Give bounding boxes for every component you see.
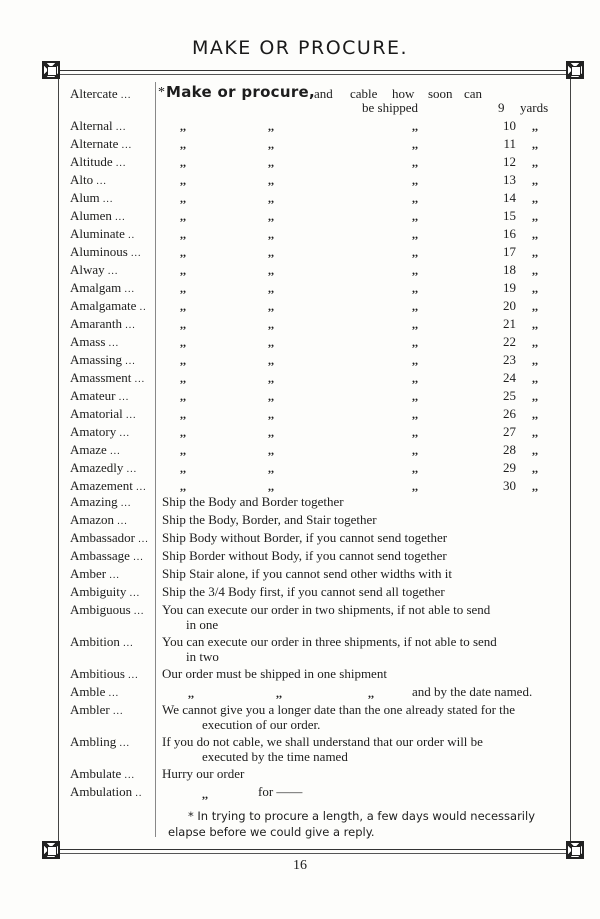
code-word-text: Amble — [70, 684, 106, 699]
code-word-text: Amazing — [70, 494, 118, 509]
ditto-mark: ,, — [532, 119, 538, 133]
yard-count: 23 — [503, 352, 516, 367]
phrase-line: You can execute our order in three shipments, if not able to send — [162, 634, 497, 649]
code-word-text: Amatory — [70, 424, 117, 439]
ditto-mark: ,, — [180, 407, 186, 421]
phrase-text — [162, 494, 562, 509]
header-word: how — [392, 86, 415, 101]
ditto-mark: ,, — [532, 191, 538, 205]
header-word: and — [314, 86, 333, 101]
ditto-mark: ,, — [268, 137, 274, 151]
header-word: cable — [350, 86, 378, 101]
ditto-mark: ,, — [532, 371, 538, 385]
code-word — [70, 172, 158, 188]
header-word: soon — [428, 86, 453, 101]
ditto-mark: ,, — [532, 479, 538, 493]
yard-count: 10 — [503, 118, 516, 133]
phrase-line: Ship Body without Border, if you cannot send together — [162, 530, 448, 545]
leader-dots: ... — [134, 374, 146, 385]
ditto-mark: ,, — [268, 119, 274, 133]
ditto-mark: ,, — [532, 317, 538, 331]
leader-dots: ... — [118, 392, 130, 403]
ditto-mark: ,, — [202, 787, 208, 801]
ditto-mark: ,, — [268, 173, 274, 187]
corner-ornament-icon — [42, 61, 60, 79]
code-word — [70, 634, 158, 650]
phrase-text: for —— — [258, 784, 303, 799]
ditto-mark: ,, — [268, 461, 274, 475]
code-word — [70, 584, 158, 600]
phrase-text: and by the date named. — [412, 684, 533, 699]
ditto-mark: ,, — [412, 209, 418, 223]
leader-dots: ... — [115, 212, 126, 223]
bottom-rule-inner — [55, 853, 567, 854]
top-rule-inner — [55, 74, 567, 75]
yard-count: 15 — [503, 208, 516, 223]
ditto-mark: ,, — [412, 479, 418, 493]
leader-dots: ... — [96, 176, 107, 187]
ditto-mark: ,, — [412, 155, 418, 169]
ditto-mark: ,, — [268, 353, 274, 367]
page-number: 16 — [293, 858, 307, 873]
yard-count: 28 — [503, 442, 516, 457]
ditto-mark: ,, — [180, 281, 186, 295]
code-word-text: Amaze — [70, 442, 107, 457]
code-word — [70, 298, 158, 314]
code-word-text: Ambulation — [70, 784, 133, 799]
code-word-text: Alway — [70, 262, 105, 277]
code-word-text: Ambassador — [70, 530, 135, 545]
code-word-text: Ambition — [70, 634, 120, 649]
header-number: 9 — [498, 100, 505, 115]
ditto-mark: ,, — [532, 425, 538, 439]
leader-dots: ... — [124, 770, 136, 781]
code-word-text: Amazedly — [70, 460, 124, 475]
code-word-text: Amass — [70, 334, 106, 349]
code-word-text: Alto — [70, 172, 94, 187]
leader-dots: ... — [136, 482, 147, 493]
ditto-mark: ,, — [180, 479, 186, 493]
code-word — [70, 784, 158, 800]
leader-dots: ... — [138, 534, 149, 545]
leader-dots: ... — [129, 588, 141, 599]
code-word-text: Alum — [70, 190, 100, 205]
ditto-mark: ,, — [412, 353, 418, 367]
corner-ornament-icon — [566, 841, 584, 859]
ditto-mark: ,, — [412, 263, 418, 277]
code-word — [70, 370, 158, 386]
code-word-text: Amaranth — [70, 316, 122, 331]
ditto-mark: ,, — [180, 119, 186, 133]
ditto-mark: ,, — [412, 119, 418, 133]
code-word-text: Ambassage — [70, 548, 130, 563]
leader-dots: ... — [102, 194, 114, 205]
ditto-mark: ,, — [180, 227, 186, 241]
ditto-mark: ,, — [268, 335, 274, 349]
code-word-text: Amber — [70, 566, 107, 581]
ditto-mark: ,, — [532, 263, 538, 277]
code-word — [70, 548, 158, 564]
yard-count: 24 — [503, 370, 516, 385]
footnote-line: elapse before we could give a reply. — [168, 825, 375, 839]
ditto-mark: ,, — [412, 425, 418, 439]
phrase-continuation: in one — [186, 617, 219, 632]
ditto-mark: ,, — [180, 461, 186, 475]
ditto-mark: ,, — [180, 263, 186, 277]
ditto-mark: ,, — [412, 137, 418, 151]
ditto-mark: ,, — [412, 371, 418, 385]
ditto-mark: ,, — [180, 173, 186, 187]
code-word — [70, 478, 158, 494]
phrase-line: Hurry our order — [162, 766, 245, 781]
ditto-mark: ,, — [532, 281, 538, 295]
footnote-line: * In trying to procure a length, a few days would necessarily — [188, 809, 536, 823]
top-rule — [55, 70, 567, 71]
footnote-marker: * — [158, 85, 165, 100]
code-word — [70, 280, 158, 296]
ditto-mark: ,, — [268, 263, 274, 277]
leader-dots: ... — [123, 638, 134, 649]
corner-ornament-icon — [42, 841, 60, 859]
right-border — [570, 78, 571, 846]
code-word-text: Ambling — [70, 734, 117, 749]
ditto-mark: ,, — [180, 299, 186, 313]
header-sub: be shipped — [362, 100, 418, 115]
yard-count: 30 — [503, 478, 516, 493]
code-word — [70, 460, 158, 476]
ditto-mark: ,, — [532, 173, 538, 187]
ditto-mark: ,, — [180, 389, 186, 403]
code-word — [70, 388, 158, 404]
code-word — [70, 154, 158, 170]
code-word-text: Amazon — [70, 512, 115, 527]
ditto-mark: ,, — [180, 443, 186, 457]
code-word — [70, 666, 158, 682]
yard-count: 18 — [503, 262, 516, 277]
phrase-line: Our order must be shipped in one shipment — [162, 666, 387, 681]
yard-count: 16 — [503, 226, 516, 241]
ditto-mark: ,, — [180, 425, 186, 439]
corner-ornament-icon — [566, 61, 584, 79]
ditto-mark: ,, — [180, 245, 186, 259]
leader-dots: ... — [125, 356, 136, 367]
page-title: MAKE OR PROCURE. — [191, 37, 409, 59]
leader-dots: .. — [135, 788, 143, 799]
phrase-line: Ship Stair alone, if you cannot send other widths with it — [162, 566, 452, 581]
leader-dots: ... — [131, 248, 142, 259]
phrase-text — [162, 548, 562, 563]
yard-count: 26 — [503, 406, 516, 421]
phrase-line: Ship the 3/4 Body first, if you cannot send all together — [162, 584, 445, 599]
phrase-text — [162, 634, 562, 664]
leader-dots: ... — [124, 284, 136, 295]
leader-dots: ... — [125, 320, 136, 331]
yard-count: 19 — [503, 280, 516, 295]
ditto-mark: ,, — [532, 227, 538, 241]
yard-count: 17 — [503, 244, 516, 259]
code-word — [70, 702, 158, 718]
ditto-mark: ,, — [412, 461, 418, 475]
ditto-mark: ,, — [268, 371, 274, 385]
leader-dots: ... — [125, 410, 137, 421]
ditto-mark: ,, — [532, 335, 538, 349]
phrase-continuation: executed by the time named — [202, 749, 348, 764]
phrase-line: If you do not cable, we shall understand that our order will be — [162, 734, 483, 749]
code-word-text: Ambler — [70, 702, 110, 717]
leader-dots: ... — [126, 464, 138, 475]
leader-dots: ... — [115, 122, 127, 133]
code-word-text: Alternal — [70, 118, 113, 133]
phrase-line: Ship Border without Body, if you cannot send together — [162, 548, 447, 563]
code-word — [70, 262, 158, 278]
ditto-mark: ,, — [532, 443, 538, 457]
leader-dots: ... — [107, 266, 119, 277]
code-word-text: Aluminous — [70, 244, 128, 259]
ditto-mark: ,, — [268, 317, 274, 331]
yard-count: 25 — [503, 388, 516, 403]
leader-dots: ... — [109, 570, 120, 581]
code-word — [70, 316, 158, 332]
ditto-mark: ,, — [180, 353, 186, 367]
phrase-continuation: in two — [186, 649, 219, 664]
ditto-mark: ,, — [412, 281, 418, 295]
yard-count: 27 — [503, 424, 516, 439]
phrase-line: Ship the Body and Border together — [162, 494, 344, 509]
ditto-mark: ,, — [180, 155, 186, 169]
leader-dots: ... — [120, 90, 132, 101]
phrase-text — [162, 566, 562, 581]
ditto-mark: ,, — [532, 389, 538, 403]
leader-dots: ... — [121, 140, 133, 151]
code-word — [70, 190, 158, 206]
code-word — [70, 86, 158, 102]
ditto-mark: ,, — [268, 407, 274, 421]
code-word — [70, 766, 158, 782]
ditto-mark: ,, — [188, 686, 194, 700]
phrase-text — [162, 666, 562, 681]
leader-dots: ... — [110, 446, 121, 457]
code-word-text: Ambitious — [70, 666, 125, 681]
code-word — [70, 118, 158, 134]
code-word — [70, 530, 158, 546]
ditto-mark: ,, — [412, 191, 418, 205]
yard-count: 21 — [503, 316, 516, 331]
code-word — [70, 442, 158, 458]
ditto-mark: ,, — [412, 227, 418, 241]
leader-dots: ... — [108, 688, 120, 699]
ditto-mark: ,, — [532, 461, 538, 475]
ditto-mark: ,, — [412, 245, 418, 259]
ditto-mark: ,, — [268, 389, 274, 403]
leader-dots: ... — [119, 428, 130, 439]
code-word-text: Ambulate — [70, 766, 122, 781]
code-word — [70, 334, 158, 350]
code-word-text: Amazement — [70, 478, 133, 493]
code-word-text: Altercate — [70, 86, 118, 101]
yard-count: 20 — [503, 298, 516, 313]
ditto-mark: ,, — [268, 191, 274, 205]
code-word — [70, 244, 158, 260]
leader-dots: ... — [128, 670, 139, 681]
ditto-mark: ,, — [268, 281, 274, 295]
leader-dots: ... — [133, 606, 145, 617]
ditto-mark: ,, — [368, 686, 374, 700]
ditto-mark: ,, — [268, 209, 274, 223]
ditto-mark: ,, — [412, 389, 418, 403]
ditto-mark: ,, — [276, 686, 282, 700]
ditto-mark: ,, — [532, 407, 538, 421]
ditto-mark: ,, — [412, 443, 418, 457]
leader-dots: ... — [117, 516, 128, 527]
leader-dots: ... — [112, 706, 124, 717]
code-word-text: Ambiguous — [70, 602, 131, 617]
ditto-mark: ,, — [532, 299, 538, 313]
leader-dots: .. — [128, 230, 136, 241]
code-word — [70, 136, 158, 152]
phrase-line: We cannot give you a longer date than the one already stated for the — [162, 702, 516, 717]
yard-count: 22 — [503, 334, 516, 349]
code-word-text: Amassment — [70, 370, 132, 385]
phrase-text — [162, 584, 562, 599]
header-word: can — [464, 86, 483, 101]
leader-dots: .. — [139, 302, 147, 313]
code-word-text: Amassing — [70, 352, 122, 367]
header-phrase — [158, 83, 558, 117]
ditto-mark: ,, — [180, 191, 186, 205]
left-border — [58, 78, 59, 846]
leader-dots: ... — [133, 552, 144, 563]
ditto-mark: ,, — [268, 155, 274, 169]
ditto-mark: ,, — [180, 209, 186, 223]
phrase-text — [162, 734, 562, 764]
ditto-mark: ,, — [412, 173, 418, 187]
ditto-mark: ,, — [180, 137, 186, 151]
code-word — [70, 734, 158, 750]
bottom-rule — [55, 849, 567, 850]
ditto-mark: ,, — [268, 227, 274, 241]
code-word-text: Altitude — [70, 154, 113, 169]
phrase-text — [162, 512, 562, 527]
yard-count: 12 — [503, 154, 516, 169]
yard-count: 11 — [503, 136, 516, 151]
code-word — [70, 406, 158, 422]
code-word — [70, 566, 158, 582]
code-word — [70, 424, 158, 440]
ditto-mark: ,, — [268, 245, 274, 259]
code-word-text: Amatorial — [70, 406, 123, 421]
ditto-mark: ,, — [268, 479, 274, 493]
code-word-text: Amalgam — [70, 280, 122, 295]
ditto-mark: ,, — [180, 371, 186, 385]
code-word — [70, 494, 158, 510]
leader-dots: ... — [108, 338, 120, 349]
code-word — [70, 352, 158, 368]
ditto-mark: ,, — [180, 317, 186, 331]
ditto-mark: ,, — [532, 209, 538, 223]
code-word-text: Alumen — [70, 208, 112, 223]
ditto-mark: ,, — [412, 335, 418, 349]
ditto-mark: ,, — [532, 155, 538, 169]
leader-dots: ... — [115, 158, 127, 169]
phrase-text — [162, 702, 562, 732]
code-word — [70, 226, 158, 242]
code-word-text: Aluminate — [70, 226, 125, 241]
phrase-text — [162, 530, 562, 545]
phrase-line: You can execute our order in two shipments, if not able to send — [162, 602, 491, 617]
code-word-text: Alternate — [70, 136, 119, 151]
code-word-text: Amalgamate — [70, 298, 137, 313]
ditto-mark: ,, — [412, 299, 418, 313]
code-word — [70, 684, 158, 700]
ditto-mark: ,, — [532, 245, 538, 259]
code-word — [70, 602, 158, 618]
phrase-continuation: execution of our order. — [202, 717, 321, 732]
yard-count: 29 — [503, 460, 516, 475]
ditto-mark: ,, — [268, 299, 274, 313]
phrase-line: Ship the Body, Border, and Stair together — [162, 512, 377, 527]
code-word — [70, 208, 158, 224]
code-word-text: Amateur — [70, 388, 116, 403]
yard-count: 14 — [503, 190, 516, 205]
ditto-mark: ,, — [532, 137, 538, 151]
leader-dots: ... — [119, 738, 130, 749]
ditto-mark: ,, — [268, 425, 274, 439]
ditto-mark: ,, — [268, 443, 274, 457]
code-word-text: Ambiguity — [70, 584, 127, 599]
phrase-text — [162, 602, 562, 632]
phrase-text — [162, 766, 562, 781]
header-main: Make or procure, — [166, 83, 316, 101]
footnote — [168, 808, 568, 840]
yard-count: 13 — [503, 172, 516, 187]
ditto-mark: ,, — [412, 317, 418, 331]
ditto-mark: ,, — [180, 335, 186, 349]
code-word — [70, 512, 158, 528]
leader-dots: ... — [120, 498, 132, 509]
ditto-mark: ,, — [532, 353, 538, 367]
header-yards: yards — [520, 100, 549, 115]
ditto-mark: ,, — [412, 407, 418, 421]
